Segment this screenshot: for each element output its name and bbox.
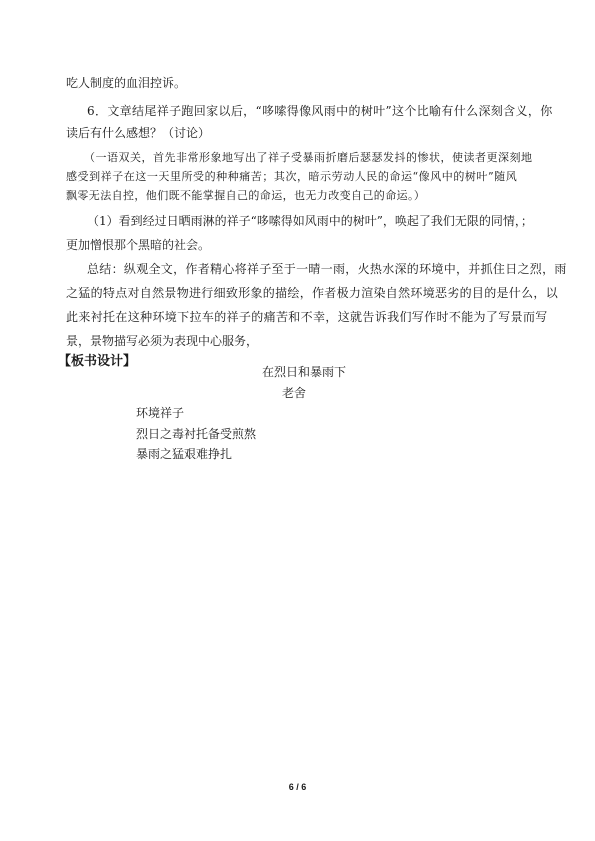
board-item-1: 环境祥子 [136, 406, 185, 420]
board-title: 在烈日和暴雨下 [262, 365, 347, 379]
text-line-1: 吃人制度的血泪控诉。 [66, 76, 187, 90]
answer-line-1: （一语双关，首先非常形象地写出了祥子受暴雨折磨后瑟瑟发抖的惨状，使读者更深刻地 [84, 151, 533, 164]
board-design-heading: 【板书设计】 [58, 354, 137, 369]
question-6-line-1: 6．文章结尾祥子跑回家以后，“哆嗦得像风雨中的树叶”这个比喻有什么深刻含义，你 [87, 104, 553, 118]
point-1-line-2: 更加憎恨那个黑暗的社会。 [66, 238, 211, 252]
question-6-line-2: 读后有什么感想？（讨论） [66, 126, 211, 140]
answer-line-3: 飘零无法自控，他们既不能掌握自己的命运，也无力改变自己的命运。） [66, 189, 426, 202]
summary-line-3: 此来衬托在这种环境下拉车的祥子的痛苦和不幸，这就告诉我们写作时不能为了写景而写 [66, 310, 548, 324]
page-number: 6 / 6 [288, 782, 307, 792]
point-1-line-1: （1）看到经过日晒雨淋的祥子“哆嗦得如风雨中的树叶”，唤起了我们无限的同情，； [87, 214, 533, 228]
answer-line-2: 感受到祥子在这一天里所受的种种痛苦；其次，暗示劳动人民的命运“像风中的树叶”随风 [66, 170, 518, 183]
summary-line-4: 景，景物描写必须为表现中心服务， [66, 334, 259, 348]
board-item-2: 烈日之毒衬托备受煎熬 [136, 427, 257, 441]
board-item-3: 暴雨之猛艰难挣扎 [136, 447, 233, 461]
summary-line-2: 之猛的特点对自然景物进行细致形象的描绘，作者极力渲染自然环境恶劣的目的是什么，以 [66, 286, 559, 300]
summary-line-1: 总结：纵观全文，作者精心将祥子至于一晴一雨，火热水深的环境中，并抓住日之烈，雨 [87, 262, 567, 276]
board-author: 老舍 [282, 386, 307, 400]
